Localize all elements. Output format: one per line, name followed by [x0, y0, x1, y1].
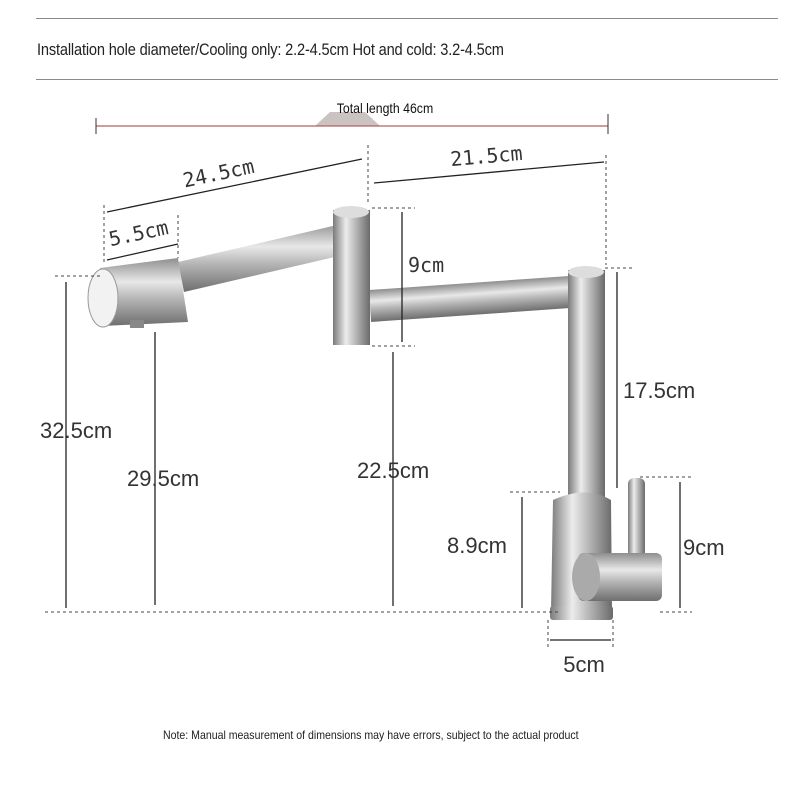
svg-text:29.5cm: 29.5cm — [127, 466, 200, 491]
dim-body-height — [605, 268, 695, 488]
dim-arm-inner — [374, 141, 606, 265]
dim-spout-head — [107, 215, 178, 260]
faucet-illustration — [88, 206, 662, 620]
svg-text:24.5cm: 24.5cm — [180, 153, 257, 193]
dim-joint-height — [372, 208, 444, 346]
total-length-label: Total length 46cm — [336, 100, 434, 117]
dim-base-width — [548, 620, 613, 677]
svg-text:22.5cm: 22.5cm — [357, 458, 430, 483]
total-length-dimension — [96, 100, 608, 134]
svg-text:5.5cm: 5.5cm — [106, 215, 171, 252]
measurement-note: Note: Manual measurement of dimensions may have errors, subject to the actual product — [163, 728, 579, 742]
dim-spout-height — [127, 332, 199, 605]
dim-base-height — [447, 492, 560, 608]
installation-hole-text: Installation hole diameter/Cooling only: 2.2-4.5cm Hot and cold: 3.2-4.5cm — [37, 40, 504, 59]
svg-text:21.5cm: 21.5cm — [449, 140, 524, 172]
svg-text:9cm: 9cm — [683, 535, 725, 560]
svg-text:9cm: 9cm — [408, 253, 445, 277]
svg-text:5cm: 5cm — [563, 652, 605, 677]
svg-text:32.5cm: 32.5cm — [40, 418, 113, 443]
svg-text:8.9cm: 8.9cm — [447, 533, 507, 558]
dim-joint-clearance — [357, 352, 429, 606]
svg-text:17.5cm: 17.5cm — [623, 378, 696, 403]
